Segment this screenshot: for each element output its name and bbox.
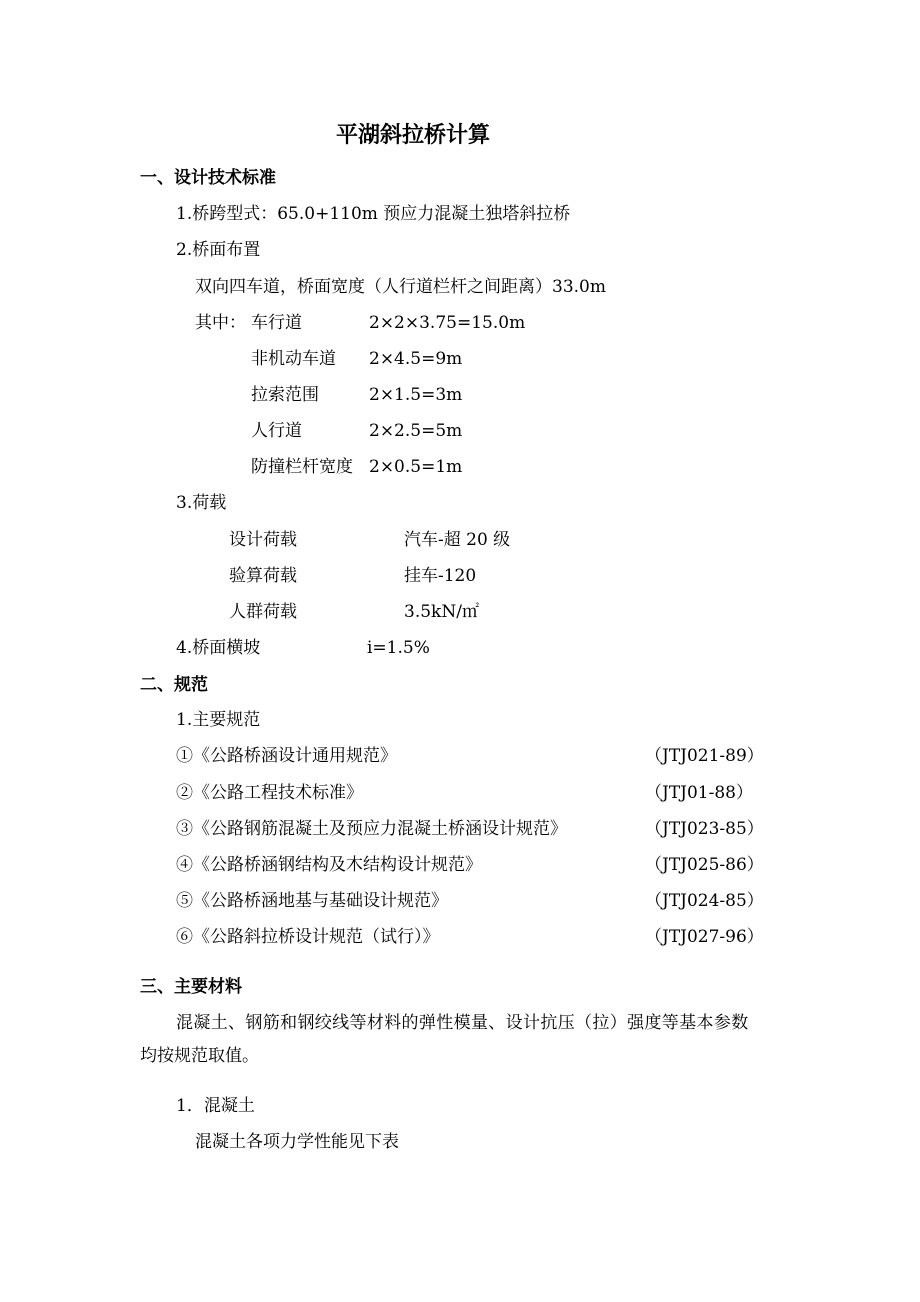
code-name: ④《公路桥涵钢结构及木结构设计规范》 (176, 855, 482, 875)
main-codes-heading: 1.主要规范 (176, 710, 261, 730)
loads-heading: 3.荷载 (176, 493, 227, 513)
load-value: 3.5kN/㎡ (404, 602, 479, 622)
load-value: 汽车-超 20 级 (404, 530, 511, 550)
section-1-heading: 一、设计技术标准 (140, 168, 276, 188)
code-name: ①《公路桥涵设计通用规范》 (176, 746, 397, 766)
load-label: 人群荷载 (229, 602, 297, 622)
page-title: 平湖斜拉桥计算 (336, 123, 491, 148)
lane-label: 人行道 (251, 421, 302, 441)
deck-layout-heading: 2.桥面布置 (176, 240, 261, 260)
cross-slope-label: 4.桥面横坡 (176, 638, 261, 658)
lane-label: 防撞栏杆宽度 (251, 457, 353, 477)
concrete-description: 混凝土各项力学性能见下表 (195, 1132, 399, 1152)
load-label: 设计荷载 (229, 530, 297, 550)
cross-slope-value: i=1.5% (367, 638, 430, 658)
section-3-heading: 三、主要材料 (140, 977, 242, 997)
materials-paragraph-line-2: 均按规范取值。 (140, 1046, 259, 1066)
code-number: （JTJ023-85） (645, 819, 764, 839)
deck-width-line: 双向四车道，桥面宽度（人行道栏杆之间距离）33.0m (195, 277, 606, 297)
span-type-line: 1.桥跨型式：65.0+110m 预应力混凝土独塔斜拉桥 (176, 204, 571, 224)
lane-value: 2×1.5=3m (369, 385, 463, 405)
materials-paragraph-line-1: 混凝土、钢筋和钢绞线等材料的弹性模量、设计抗压（拉）强度等基本参数 (176, 1013, 749, 1033)
lane-value: 2×2.5=5m (369, 421, 463, 441)
code-number: （JTJ027-96） (645, 927, 764, 947)
lane-value: 2×0.5=1m (369, 457, 463, 477)
load-value: 挂车-120 (404, 566, 477, 586)
lanes-prefix: 其中： (195, 313, 246, 333)
lane-value: 2×2×3.75=15.0m (369, 313, 526, 333)
code-number: （JTJ025-86） (645, 855, 764, 875)
code-number: （JTJ01-88） (645, 783, 753, 803)
load-label: 验算荷载 (229, 566, 297, 586)
lane-value: 2×4.5=9m (369, 349, 463, 369)
code-name: ②《公路工程技术标准》 (176, 783, 363, 803)
lane-label: 车行道 (251, 313, 302, 333)
code-name: ⑥《公路斜拉桥设计规范（试行）》 (176, 927, 440, 947)
concrete-heading: 1．混凝土 (176, 1096, 255, 1116)
section-2-heading: 二、规范 (140, 675, 208, 695)
lane-label: 拉索范围 (251, 385, 319, 405)
code-number: （JTJ021-89） (645, 746, 764, 766)
code-number: （JTJ024-85） (645, 891, 764, 911)
lane-label: 非机动车道 (251, 349, 336, 369)
code-name: ③《公路钢筋混凝土及预应力混凝土桥涵设计规范》 (176, 819, 567, 839)
code-name: ⑤《公路桥涵地基与基础设计规范》 (176, 891, 448, 911)
